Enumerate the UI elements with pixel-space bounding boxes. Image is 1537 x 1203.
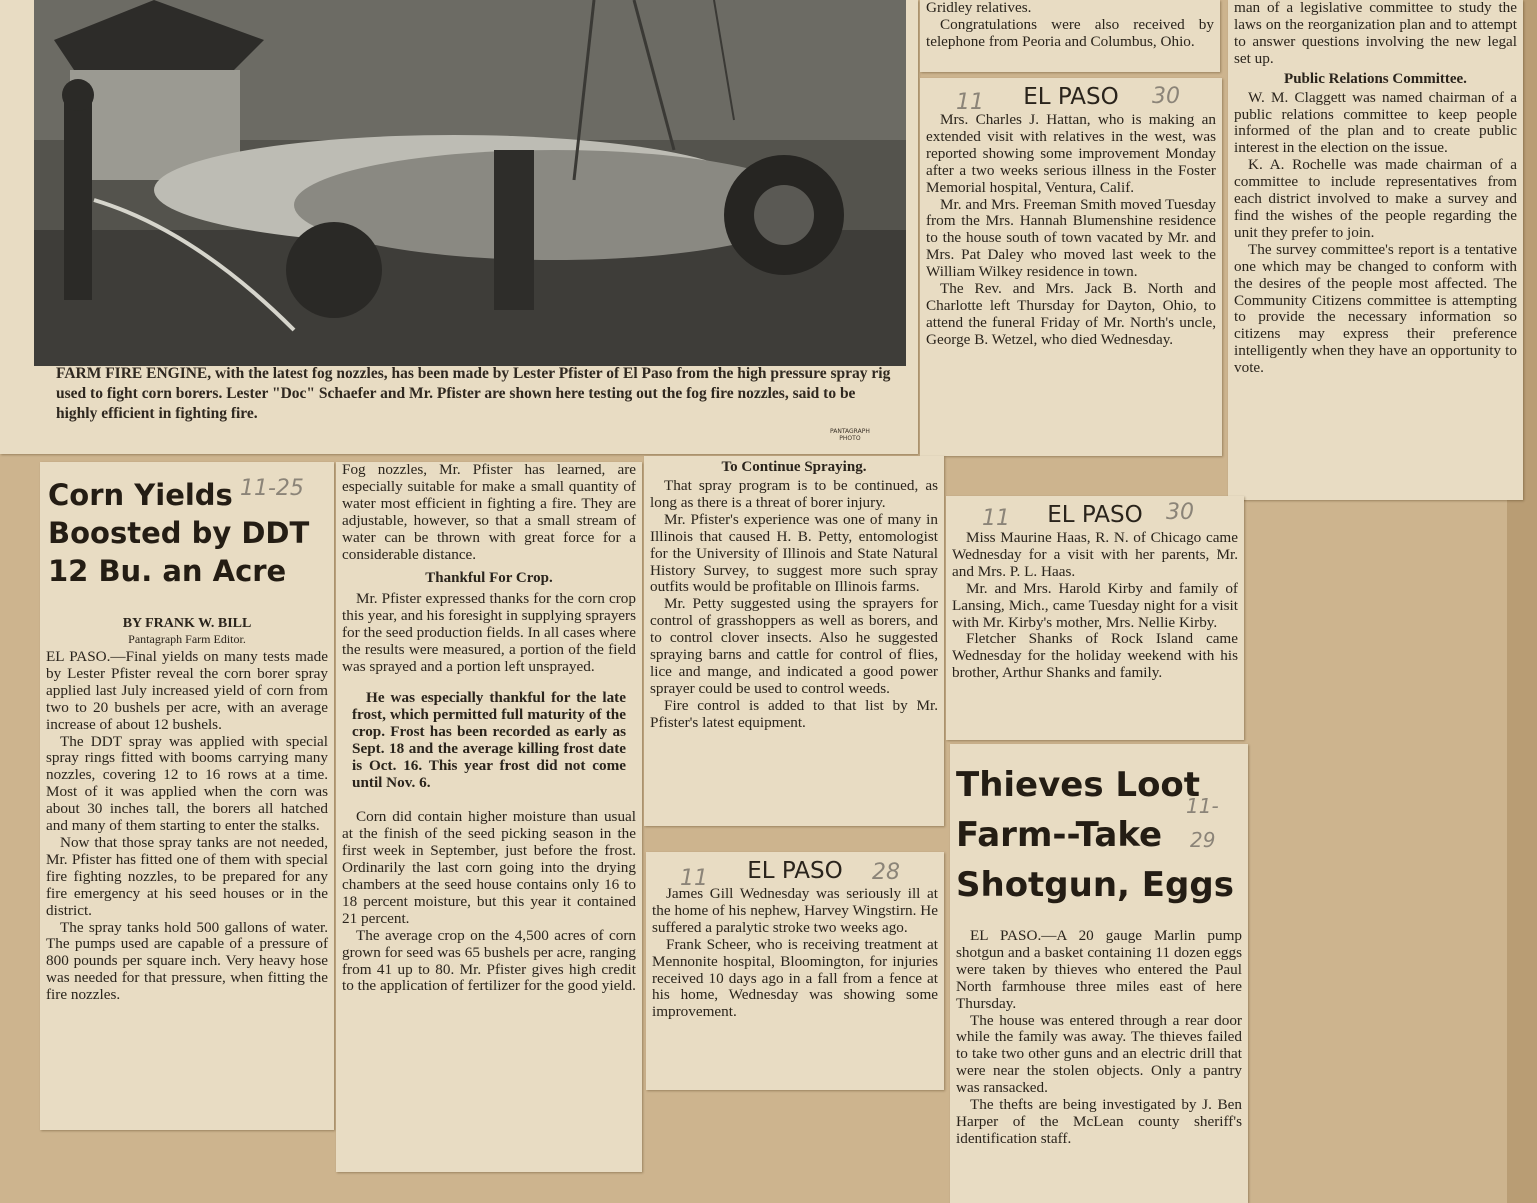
fog-nozzles-column xyxy=(336,462,642,1172)
haas-paragraph: Miss Maurine Haas, R. N. of Chicago came Wednesday for a visit with her parents, Mr. and Mrs. P. L. Haas. xyxy=(952,529,1238,580)
date-note-right: 30 xyxy=(1152,84,1180,109)
north-paragraph: The Rev. and Mrs. Jack B. North and Charlotte left Thursday for Dayton, Ohio, to attend the funeral Friday of Mr. North's uncle, George B. Wetzel, who died Wednesday. xyxy=(926,280,1216,348)
photo-caption: FARM FIRE ENGINE, with the latest fog nozzles, has been made by Lester Pfister of El Paso from the high pressure spray rig used to fight corn borers. Lester "Doc" Schaefer and Mr. Pfister are shown here testing out the fog fire nozzles, said to be highly efficient in fighting fire. xyxy=(56,365,891,422)
rochelle-paragraph: K. A. Rochelle was made chairman of a committee to include representatives from each district involved to make a survey and find the wishes of the people regarding the unit they prefer to join. xyxy=(1234,156,1517,241)
date-note: 11-25 xyxy=(240,476,304,501)
el-paso-heading: EL PASO xyxy=(1047,502,1143,528)
gridley-fragment-clipping xyxy=(920,0,1220,72)
photo-image xyxy=(34,0,906,366)
thankful-subhead: Thankful For Crop. xyxy=(425,570,553,587)
el-paso-column-3 xyxy=(646,852,944,1090)
hattan-paragraph: Mrs. Charles J. Hattan, who is making an extended visit with relatives in the west, was reported showing some improvement Monday after a two weeks serious illness in the Foster Memorial hospital, Ventura, Calif. xyxy=(926,111,1216,196)
date-note-right: 30 xyxy=(1166,500,1194,525)
smith-paragraph: Mr. and Mrs. Freeman Smith moved Tuesday from the Mrs. Hannah Blumenshine residence to the house south of town vacated by Mr. and Mrs. Pat Daley who moved last week to the William Wilkey residence in town. xyxy=(926,195,1216,281)
spray-program-paragraph: That spray program is to be continued, as long as there is a threat of borer injury. xyxy=(650,477,938,511)
photo-credit: PANTAGRAPH PHOTO xyxy=(830,428,870,442)
date-note-right: 28 xyxy=(872,860,900,885)
shanks-paragraph: Fletcher Shanks of Rock Island came Wednesday for the holiday weekend with his brother, Arthur Shanks and family. xyxy=(952,630,1238,682)
petty-suggestion-paragraph: Mr. Petty suggested using the sprayers for control of grasshoppers as well as borers, and to control clover insects. Also he suggested spraying barns and cattle for control of flies, lice and mange, and indicated a good power sprayer could be used to control weeds. xyxy=(650,595,938,697)
final-yields-paragraph: EL PASO.—Final yields on many tests made by Lester Pfister reveal the corn borer spray applied last July increased yield of corn from two to 20 bushels per acre, with an average increase of about 12 bushels. xyxy=(46,648,328,733)
congratulations-paragraph: Congratulations were also received by telephone from Peoria and Columbus, Ohio. xyxy=(926,15,1214,50)
el-paso-heading: EL PASO xyxy=(747,858,843,884)
claggett-paragraph: W. M. Claggett was named chairman of a public relations committee to keep people informed of the plan and to create public interest in the election on the issue. xyxy=(1234,88,1517,157)
gridley-line: Gridley relatives. xyxy=(926,0,1032,16)
thieves-headline: Thieves Loot Farm--Take Shotgun, Eggs xyxy=(956,765,1234,905)
continue-spraying-column xyxy=(644,456,944,826)
date-note-bottom: 29 xyxy=(1190,828,1216,852)
scheer-paragraph: Frank Scheer, who is receiving treatment at Mennonite hospital, Bloomington, for injuries received 10 days ago in a fall from a fence at his home, Wednesday was showing some improvement. xyxy=(652,935,938,1021)
date-note-left: 11 xyxy=(956,90,984,115)
average-crop-paragraph: The average crop on the 4,500 acres of corn grown for seed was 65 bushels per acre, ranging from 41 up to 80. Mr. Pfister gives high credit to the application of fertilizer for the good yield. xyxy=(342,926,636,995)
legislative-lead: man of a legislative committee to study the laws on the reorganization plan and to attempt to answer questions involving the new legal set up. xyxy=(1234,0,1517,67)
rear-door-paragraph: The house was entered through a rear door while the family was away. The thieves failed to take two other guns and an electric drill that were near the stolen objects. Only a pantry was ransacked. xyxy=(956,1011,1242,1097)
photo-clipping xyxy=(0,0,918,454)
thieves-loot-article xyxy=(950,744,1248,1203)
corn-yields-article xyxy=(40,462,334,1130)
public-relations-subhead: Public Relations Committee. xyxy=(1284,70,1467,87)
date-note-top: 11- xyxy=(1186,794,1219,818)
corn-headline: Corn Yields Boosted by DDT 12 Bu. an Acre xyxy=(48,478,310,588)
spray-tanks-paragraph: Now that those spray tanks are not needed, Mr. Pfister has fitted one of them with special fire fighting nozzles, to be prepared for any fire emergency at his seed houses or in the district. xyxy=(46,833,328,919)
fog-lead: Fog nozzles, Mr. Pfister has learned, are especially suitable for make a small quantity of water most efficient in fighting a fire. They are adjustable, however, so that a small stream of water can be thrown with great force for a considerable distance. xyxy=(342,462,636,563)
legislative-committee-clipping xyxy=(1228,0,1523,500)
continue-spraying-subhead: To Continue Spraying. xyxy=(721,459,867,475)
gill-paragraph: James Gill Wednesday was seriously ill at the home of his nephew, Harvey Wingstirn. He suffered a paralytic stroke two weeks ago. xyxy=(652,885,938,936)
survey-paragraph: The survey committee's report is a tentative one which may be changed to conform with the desires of the people most affected. The Community Citizens committee is attempting to provide the necessary information so citizens may express their preference intelligently when they have an opportunity to vote. xyxy=(1234,240,1517,377)
farm-fire-engine-photo xyxy=(34,0,906,366)
date-note-left: 11 xyxy=(982,506,1010,531)
byline-title: Pantagraph Farm Editor. xyxy=(128,632,246,646)
ddt-spray-paragraph: The DDT spray was applied with special spray rings fitted with booms carrying many nozzles, covering 12 to 16 rows at a time. Most of it was applied when the corn was about 30 inches tall, the borers all hatched and many of them starting to enter the stalks. xyxy=(46,732,328,835)
kirby-paragraph: Mr. and Mrs. Harold Kirby and family of Lansing, Mich., came Tuesday night for a visit with Mr. Kirby's mother, Mrs. Nellie Kirby. xyxy=(952,579,1238,631)
date-note-left: 11 xyxy=(680,866,708,891)
fire-control-paragraph: Fire control is added to that list by Mr. Pfister's latest equipment. xyxy=(650,696,938,731)
byline: BY FRANK W. BILL xyxy=(122,616,252,631)
el-paso-column-2 xyxy=(946,496,1244,740)
thanks-paragraph: Mr. Pfister expressed thanks for the corn crop this year, and his foresight in supplying sprayers for the seed production fields. In all cases where the results were measured, a portion of the field was sprayed and a portion left unsprayed. xyxy=(342,590,636,676)
moisture-paragraph: Corn did contain higher moisture than usual at the finish of the seed picking season in the first week in September, just before the frost. Ordinarily the last corn going into the drying chambers at the seed house contains only 16 to 18 percent moisture, but this year it contained 21 percent. xyxy=(342,808,636,927)
investigation-paragraph: The thefts are being investigated by J. Ben Harper of the McLean county sheriff's identification staff. xyxy=(956,1096,1242,1147)
petty-experience-paragraph: Mr. Pfister's experience was one of many in Illinois that caused H. B. Petty, entomologist for the University of Illinois and State Natural History Survey, to suggest more such spray outfits would be profitable on Illinois farms. xyxy=(650,510,938,596)
frost-paragraph: He was especially thankful for the late frost, which permitted full maturity of the crop. Frost has been recorded as early as Sept. 18 and the average killing frost date is Oct. 16. This year frost did not come until Nov. 6. xyxy=(352,688,626,791)
el-paso-column-1 xyxy=(920,78,1222,456)
el-paso-heading: EL PASO xyxy=(1023,84,1119,110)
pump-pressure-paragraph: The spray tanks hold 500 gallons of water. The pumps used are capable of a pressure of 800 pounds per square inch. Very heavy hose was needed for that pressure, when fitting the fire nozzles. xyxy=(46,918,328,1004)
shotgun-paragraph: EL PASO.—A 20 gauge Marlin pump shotgun and a basket containing 11 dozen eggs were taken by thieves who entered the Paul North farmhouse three miles east of here Thursday. xyxy=(956,927,1242,1012)
